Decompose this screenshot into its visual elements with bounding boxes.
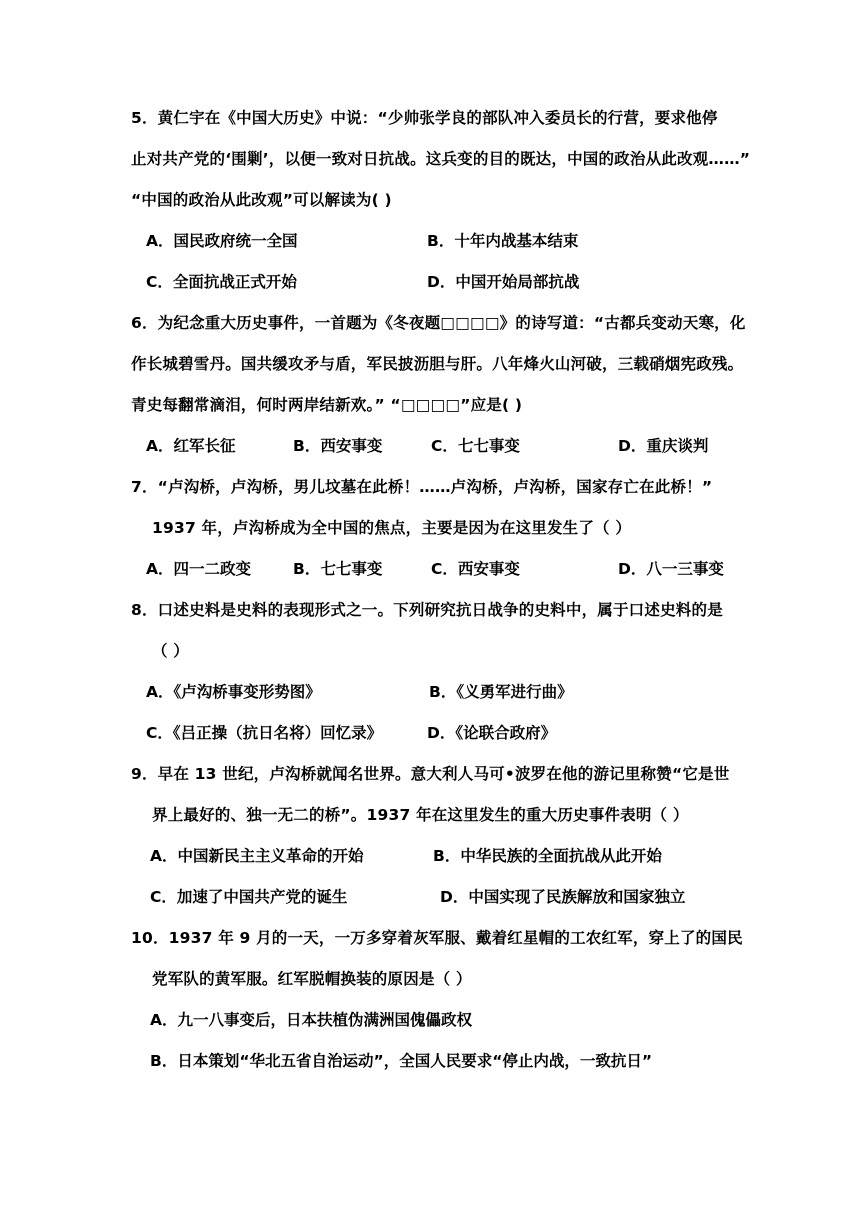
q5-option-b: B．十年内战基本结束 bbox=[427, 232, 579, 250]
q6-option-c: C．七七事变 bbox=[431, 437, 520, 455]
q8-option-d: D．《论联合政府》 bbox=[427, 724, 557, 742]
q5-line-2: 止对共产党的‘围剿’，以便一致对日抗战。这兵变的目的既达，中国的政治从此改观……” bbox=[131, 150, 751, 168]
q9-option-c: C．加速了中国共产党的诞生 bbox=[150, 888, 348, 906]
q6-line-2: 作长城碧雪丹。国共缓攻矛与盾，军民披沥胆与肝。八年烽火山河破，三载硝烟宪政残。 bbox=[131, 355, 744, 373]
q6-line-1: 6．为纪念重大历史事件，一首题为《冬夜题□□□□》的诗写道：“古都兵变动天寒，化 bbox=[131, 314, 746, 332]
q6-line-3: 青史每翻常滴泪，何时两岸结新欢。” “□□□□”应是( ) bbox=[131, 396, 523, 414]
q7-line-2: 1937 年，卢沟桥成为全中国的焦点，主要是因为在这里发生了（ ） bbox=[152, 519, 632, 537]
q9-option-d: D．中国实现了民族解放和国家独立 bbox=[440, 888, 686, 906]
q9-option-b: B．中华民族的全面抗战从此开始 bbox=[433, 847, 662, 865]
q7-option-d: D．八一三事变 bbox=[618, 560, 724, 578]
q8-option-c: C．《吕正操（抗日名将）回忆录》 bbox=[146, 724, 383, 742]
q8-option-a: A．《卢沟桥事变形势图》 bbox=[146, 683, 321, 701]
q8-line-1: 8．口述史料是史料的表现形式之一。下列研究抗日战争的史料中，属于口述史料的是 bbox=[131, 601, 723, 619]
q5-option-d: D．中国开始局部抗战 bbox=[427, 273, 580, 291]
q9-option-a: A．中国新民主主义革命的开始 bbox=[150, 847, 364, 865]
q10-line-2: 党军队的黄军服。红军脱帽换装的原因是（ ） bbox=[152, 970, 472, 988]
q9-line-1: 9．早在 13 世纪，卢沟桥就闻名世界。意大利人马可•波罗在他的游记里称赞“它是世 bbox=[131, 765, 730, 783]
q7-line-1: 7．“卢沟桥，卢沟桥，男儿坟墓在此桥！……卢沟桥，卢沟桥，国家存亡在此桥！” bbox=[131, 478, 713, 496]
q6-option-a: A．红军长征 bbox=[146, 437, 236, 455]
q8-line-2: （ ） bbox=[152, 642, 189, 660]
q7-option-b: B．七七事变 bbox=[293, 560, 383, 578]
q10-option-a: A．九一八事变后，日本扶植伪满洲国傀儡政权 bbox=[150, 1011, 472, 1029]
q8-option-b: B．《义勇军进行曲》 bbox=[429, 683, 573, 701]
q7-option-a: A．四一二政变 bbox=[146, 560, 251, 578]
q7-option-c: C．西安事变 bbox=[431, 560, 520, 578]
q5-line-1: 5．黄仁宇在《中国大历史》中说：“少帅张学良的部队冲入委员长的行营，要求他停 bbox=[131, 109, 718, 127]
q6-option-b: B．西安事变 bbox=[293, 437, 383, 455]
q5-option-a: A．国民政府统一全国 bbox=[146, 232, 298, 250]
q10-option-b: B．日本策划“华北五省自治运动”，全国人民要求“停止内战，一致抗日” bbox=[150, 1052, 653, 1070]
q6-option-d: D．重庆谈判 bbox=[618, 437, 709, 455]
q9-line-2: 界上最好的、独一无二的桥”。1937 年在这里发生的重大历史事件表明（ ） bbox=[152, 806, 689, 824]
q10-line-1: 10．1937 年 9 月的一天，一万多穿着灰军服、戴着红星帽的工农红军，穿上了的国民 bbox=[131, 929, 743, 947]
q5-line-3: “中国的政治从此改观”可以解读为( ) bbox=[131, 191, 392, 209]
q5-option-c: C．全面抗战正式开始 bbox=[146, 273, 297, 291]
